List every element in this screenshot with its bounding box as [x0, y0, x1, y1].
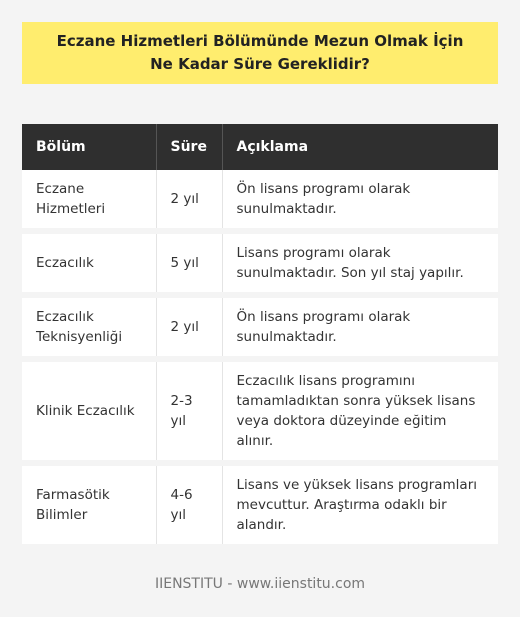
- table-row: [22, 231, 498, 295]
- page-title: Eczane Hizmetleri Bölümünde Mezun Olmak İçin Ne Kadar Süre Gereklidir?: [56, 32, 464, 73]
- title-banner: [22, 22, 498, 84]
- cell-sure: 4-6 yıl: [156, 463, 222, 547]
- info-table: [22, 124, 498, 550]
- header-sure: Süre: [156, 124, 222, 170]
- cell-bolum: Eczacılık: [22, 231, 156, 295]
- cell-bolum: Farmasötik Bilimler: [22, 463, 156, 547]
- footer-credit: IIENSTITU - www.iienstitu.com: [154, 576, 366, 592]
- cell-bolum: Eczane Hizmetleri: [22, 170, 156, 231]
- cell-sure: 2 yıl: [156, 170, 222, 231]
- table-row: [22, 359, 498, 463]
- table-header-row: [22, 124, 498, 170]
- cell-aciklama: Ön lisans programı olarak sunulmaktadır.: [222, 295, 498, 359]
- cell-aciklama: Lisans programı olarak sunulmaktadır. Son yıl staj yapılır.: [222, 231, 498, 295]
- cell-sure: 5 yıl: [156, 231, 222, 295]
- cell-aciklama: Ön lisans programı olarak sunulmaktadır.: [222, 170, 498, 231]
- table-row: [22, 295, 498, 359]
- cell-aciklama: Lisans ve yüksek lisans programları mevcuttur. Araştırma odaklı bir alandır.: [222, 463, 498, 547]
- table-row: [22, 170, 498, 231]
- cell-aciklama: Eczacılık lisans programını tamamladıktan sonra yüksek lisans veya doktora düzeyinde eğitim alınır.: [222, 359, 498, 463]
- header-bolum: Bölüm: [22, 124, 156, 170]
- cell-bolum: Eczacılık Teknisyenliği: [22, 295, 156, 359]
- cell-sure: 2 yıl: [156, 295, 222, 359]
- header-aciklama: Açıklama: [222, 124, 498, 170]
- table-row: [22, 463, 498, 547]
- cell-sure: 2-3 yıl: [156, 359, 222, 463]
- cell-bolum: Klinik Eczacılık: [22, 359, 156, 463]
